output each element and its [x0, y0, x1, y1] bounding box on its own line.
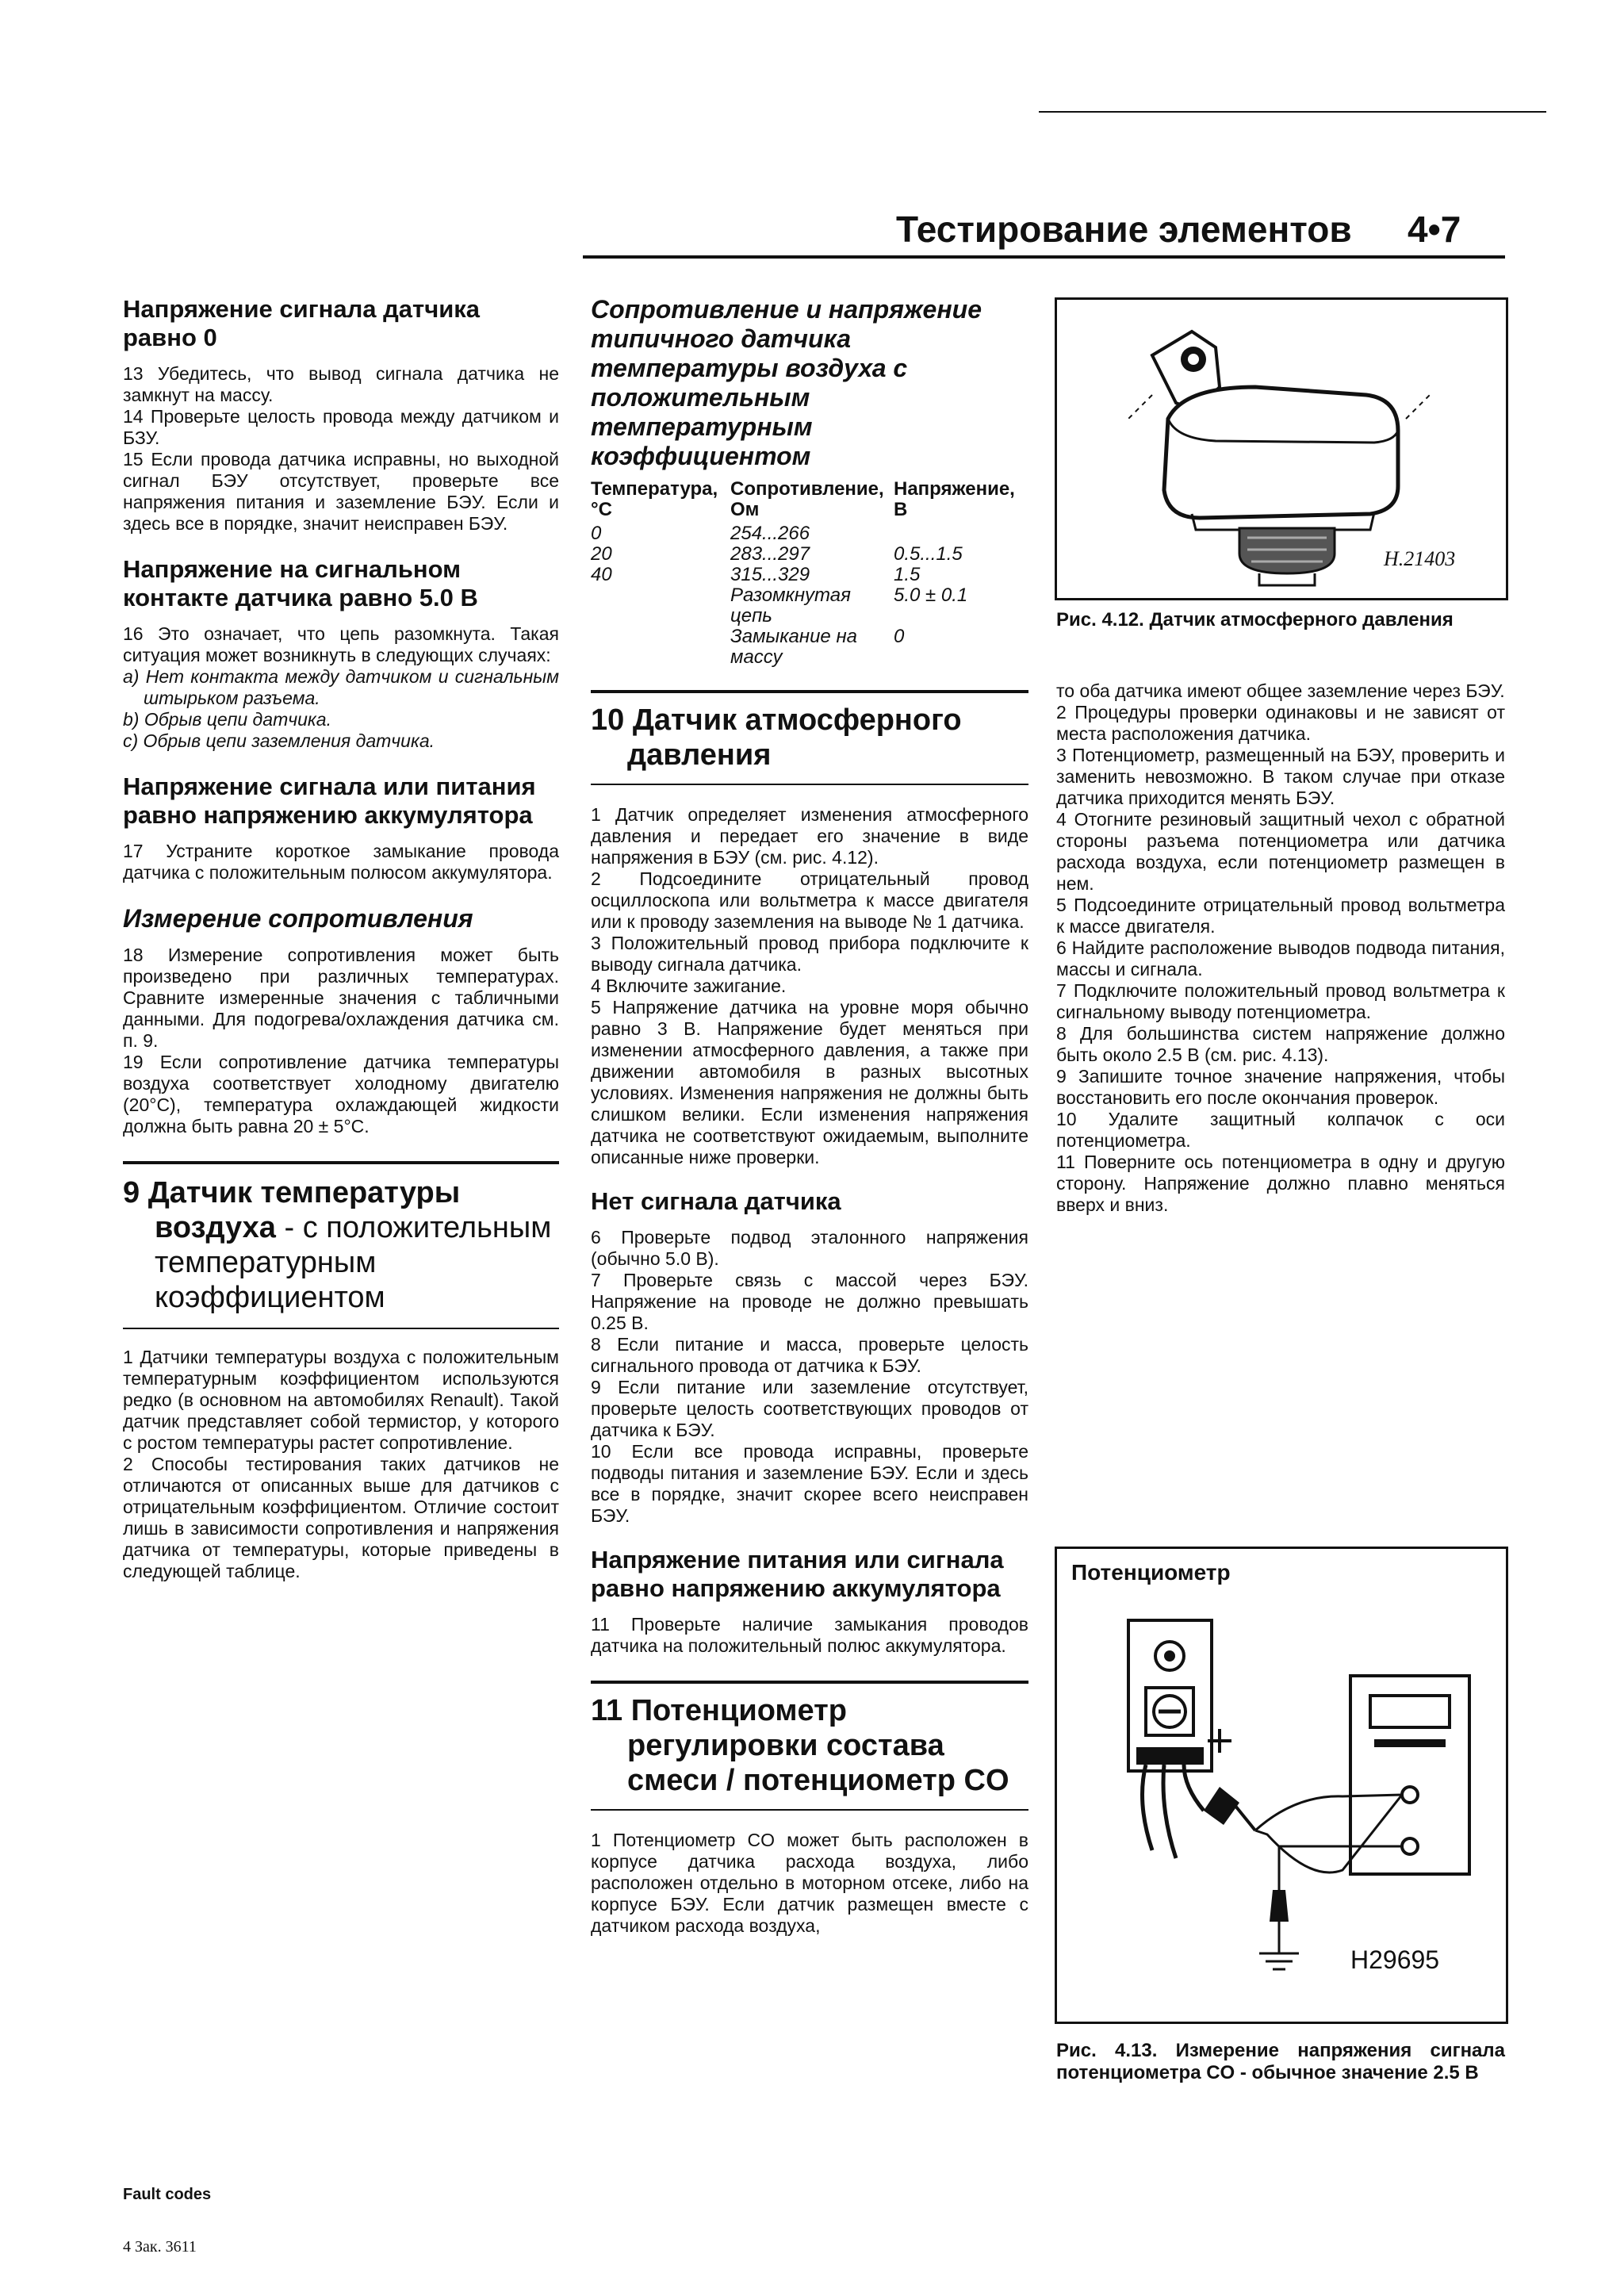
- print-mark: 4 Зак. 3611: [123, 2238, 197, 2256]
- table-header-row: [591, 479, 1028, 523]
- table-cell: 5.0 ± 0.1: [894, 585, 968, 606]
- section-9-para-1: 1 Датчики температуры воздуха с положительным температурным коэффициентом используются редко (в основном на автомобилях Renault). Такой датчик представляет собой термистор, у которого с ростом температуры растет сопротивление.: [123, 1347, 559, 1453]
- section-10-para-10: 10 Если все провода исправны, проверьте подводы питания и заземление БЭУ. Если и здесь все в порядке, значит скорее всего неисправен БЭУ.: [591, 1441, 1028, 1526]
- heading-no-signal: Нет сигнала датчика: [591, 1187, 841, 1215]
- table-cell: [591, 585, 730, 627]
- right-para-3: 3 Потенциометр, размещенный на БЭУ, проверить и заменить невозможно. В таком случае при отказе датчика приходится менять БЭУ.: [1056, 745, 1505, 808]
- section-9-title-bold: Датчик температуры воздуха: [147, 1176, 461, 1244]
- right-column: [1056, 680, 1505, 1216]
- section-9-title-rest: - с положительным температурным коэффициентом: [155, 1211, 552, 1314]
- figure-4-13-title: Потенциометр: [1071, 1560, 1231, 1585]
- section-10-para-6: 6 Проверьте подвод эталонного напряжения (обычно 5.0 В).: [591, 1227, 1028, 1269]
- middle-column: [591, 295, 1028, 1937]
- section-11-heading: 11 Потенциометр регулировки состава смеси / потенциометр CO: [591, 1694, 1009, 1797]
- section-11-para-1: 1 Потенциометр CO может быть расположен в корпусе датчика расхода воздуха, либо расположен отдельно в моторном отсеке, либо на корпусе БЭУ. Если датчик размещен вместе с датчиком расхода воздуха,: [591, 1830, 1028, 1936]
- figure-4-13-code: H29695: [1350, 1945, 1440, 1974]
- right-para-8: 8 Для большинства систем напряжение должно быть около 2.5 В (см. рис. 4.13).: [1056, 1023, 1505, 1065]
- section-10-para-4: 4 Включите зажигание.: [591, 976, 787, 996]
- heading-resistance: Измерение сопротивления: [123, 904, 473, 933]
- table-header-cell: Сопротивление, Ом: [730, 478, 884, 520]
- heading-table: Сопротивление и напряжение типичного датчика температуры воздуха с положительным температурным коэффициентом: [591, 295, 982, 470]
- right-para-5: 5 Подсоедините отрицательный провод вольтметра к массе двигателя.: [1056, 895, 1505, 937]
- top-rule: [1039, 111, 1546, 113]
- section-9-top-rule: [123, 1161, 559, 1164]
- section-11-top-rule: [591, 1681, 1028, 1684]
- section-10-para-1: 1 Датчик определяет изменения атмосферного давления и передает его значение в виде напряжения в БЭУ (см. рис. 4.12).: [591, 804, 1028, 868]
- figure-4-13-caption: Рис. 4.13. Измерение напряжения сигнала потенциометра CO - обычное значение 2.5 В: [1056, 2040, 1505, 2083]
- figure-4-12-caption: Рис. 4.12. Датчик атмосферного давления: [1056, 609, 1454, 631]
- right-para-10: 10 Удалите защитный колпачок с оси потенциометра.: [1056, 1109, 1505, 1151]
- right-para-11: 11 Поверните ось потенциометра в одну и другую сторону. Напряжение должно плавно меняться вверх и вниз.: [1056, 1152, 1505, 1215]
- section-10-bottom-rule: [591, 784, 1028, 785]
- right-para-6: 6 Найдите расположение выводов подвода питания, массы и сигнала.: [1056, 937, 1505, 979]
- left-column: [123, 295, 559, 1582]
- para-14: 14 Проверьте целость провода между датчиком и БЗУ.: [123, 406, 559, 448]
- para-16b: b) Обрыв цепи датчика.: [123, 709, 331, 730]
- table-row: [591, 627, 1028, 668]
- para-13: 13 Убедитесь, что вывод сигнала датчика не замкнут на массу.: [123, 363, 559, 405]
- right-para-1: то оба датчика имеют общее заземление через БЭУ.: [1056, 680, 1505, 701]
- para-17: 17 Устраните короткое замыкание провода датчика с положительным полюсом аккумулятора.: [123, 841, 559, 883]
- para-15: 15 Если провода датчика исправны, но выходной сигнал БЭУ отсутствует, проверьте все напряжения питания и заземление БЭУ. Если и здесь все в порядке, значит неисправен БЭУ.: [123, 449, 559, 534]
- para-16: 16 Это означает, что цепь разомкнута. Такая ситуация может возникнуть в следующих случаях:: [123, 623, 559, 665]
- table-row: [591, 585, 1028, 627]
- section-9-number: 9: [123, 1176, 140, 1209]
- table-row: [591, 565, 1028, 585]
- section-9-heading: [123, 1175, 559, 1315]
- section-10-para-11: 11 Проверьте наличие замыкания проводов датчика на положительный полюс аккумулятора.: [591, 1614, 1028, 1656]
- table-row: [591, 523, 1028, 544]
- table-cell: 0: [894, 626, 905, 647]
- table-cell: 283...297: [730, 543, 810, 565]
- heading-supply-battery: Напряжение питания или сигнала равно напряжению аккумулятора: [591, 1546, 1004, 1602]
- table-cell: 0: [591, 523, 602, 544]
- page-number: 4•7: [1408, 209, 1461, 250]
- footer-note: Fault codes: [123, 2186, 212, 2203]
- header-rule: [583, 255, 1505, 259]
- table-cell: Разомкнутая цепь: [730, 585, 851, 627]
- para-18: 18 Измерение сопротивления может быть произведено при различных температурах. Сравните измеренные значения с табличными данными. Для подогрева/охлаждения датчика см. п. 9.: [123, 945, 559, 1051]
- table-row: [591, 544, 1028, 565]
- table-header-cell: Напряжение, В: [894, 478, 1015, 520]
- right-para-2: 2 Процедуры проверки одинаковы и не зависят от места расположения датчика.: [1056, 702, 1505, 744]
- heading-zero-signal: Напряжение сигнала датчика равно 0: [123, 295, 481, 351]
- heading-signal-5v: Напряжение на сигнальном контакте датчика равно 5.0 В: [123, 555, 478, 611]
- table-cell: 254...266: [730, 523, 810, 544]
- heading-battery-voltage: Напряжение сигнала или питания равно напряжению аккумулятора: [123, 772, 536, 829]
- table-cell: 1.5: [894, 564, 921, 585]
- table-cell: [894, 523, 1028, 544]
- para-19: 19 Если сопротивление датчика температуры воздуха соответствует холодному двигателю (20°С), температура охлаждающей жидкости должна быть равна 20 ± 5°С.: [123, 1052, 559, 1137]
- right-para-9: 9 Запишите точное значение напряжения, чтобы восстановить его после окончания проверок.: [1056, 1066, 1505, 1108]
- section-10-heading: 10 Датчик атмосферного давления: [591, 703, 962, 772]
- table-cell: 315...329: [730, 564, 810, 585]
- section-10-para-9: 9 Если питание или заземление отсутствует, проверьте целость соответствующих проводов от датчика к БЭУ.: [591, 1377, 1028, 1440]
- table-cell: 0.5...1.5: [894, 543, 963, 565]
- para-16a: a) Нет контакта между датчиком и сигнальным штырьком разъема.: [123, 666, 559, 708]
- section-10-para-5: 5 Напряжение датчика на уровне моря обычно равно 3 В. Напряжение будет меняться при изменении атмосферного давления, а также при движении автомобиля в разных высотных условиях. Изменения напряжения не должны быть слишком велики. Если изменения напряжения датчика не соответствуют ожидаемым, выполните описанные ниже проверки.: [591, 997, 1028, 1167]
- table-cell: Замыкание на массу: [730, 626, 857, 668]
- figure-4-12: [1055, 297, 1508, 600]
- section-9-bottom-rule: [123, 1328, 559, 1329]
- table-header-cell: Температура, °С: [591, 478, 718, 520]
- para-16c: c) Обрыв цепи заземления датчика.: [123, 730, 435, 751]
- running-header-title: Тестирование элементов: [896, 209, 1352, 250]
- table-cell: [591, 627, 730, 668]
- section-10-para-3: 3 Положительный провод прибора подключите к выводу сигнала датчика.: [591, 933, 1028, 975]
- figure-4-12-code: H.21403: [1384, 547, 1456, 570]
- right-para-4: 4 Отогните резиновый защитный чехол с обратной стороны разъема потенциометра или датчика расхода воздуха, если потенциометр размещен в нем.: [1056, 809, 1505, 894]
- ptc-sensor-table: [591, 479, 1028, 668]
- section-11-bottom-rule: [591, 1809, 1028, 1811]
- section-10-para-2: 2 Подсоедините отрицательный провод осциллоскопа или вольтметра к массе двигателя или к проводу заземления на выводе № 1 датчика.: [591, 868, 1028, 932]
- section-10-para-8: 8 Если питание и масса, проверьте целость сигнального провода от датчика к БЭУ.: [591, 1334, 1028, 1376]
- section-10-top-rule: [591, 690, 1028, 693]
- right-para-7: 7 Подключите положительный провод вольтметра к сигнальному выводу потенциометра.: [1056, 980, 1505, 1022]
- table-cell: 40: [591, 564, 612, 585]
- section-10-para-7: 7 Проверьте связь с массой через БЭУ. Напряжение на проводе не должно превышать 0.25 В.: [591, 1270, 1028, 1333]
- table-cell: 20: [591, 543, 612, 565]
- section-9-para-2: 2 Способы тестирования таких датчиков не отличаются от описанных выше для датчиков с отрицательным коэффициентом. Отличие состоит лишь в зависимости сопротивления и напряжения датчика от температуры, которые приведены в следующей таблице.: [123, 1454, 559, 1581]
- figure-4-13: [1055, 1547, 1508, 2024]
